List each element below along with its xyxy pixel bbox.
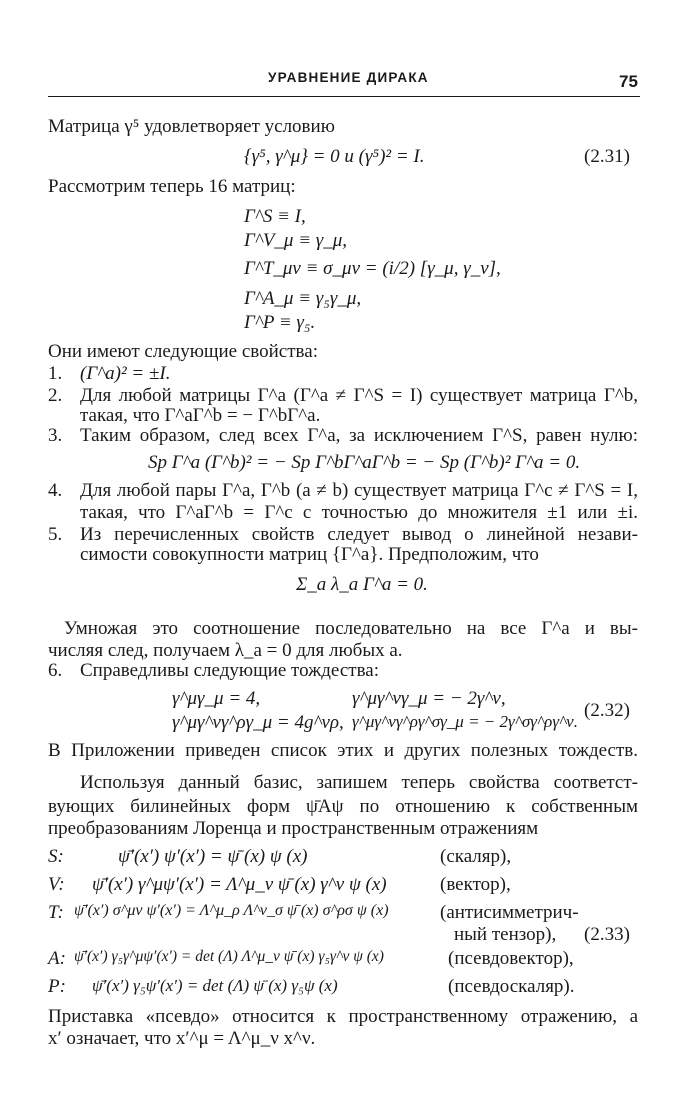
text-line: Приставка «псевдо» относится к пространственному отражению, а <box>48 1006 638 1027</box>
matrix-definition: Γ^P ≡ γ₅. <box>244 312 316 333</box>
identity: γ^μγ^νγ_μ = − 2γ^ν, <box>352 688 506 709</box>
running-header: УРАВНЕНИЕ ДИРАКА <box>268 70 429 85</box>
page-number: 75 <box>619 72 638 91</box>
form-label: S: <box>48 846 64 867</box>
form-name: (скаляр), <box>440 846 512 867</box>
property-3-line: Таким образом, след всех Γ^a, за исключением Γ^S, равен нулю: <box>80 425 638 446</box>
matrix-definition: Γ^S ≡ I, <box>244 206 306 227</box>
bilinear-form: ψ̄′(x′) γ₅γ^μψ′(x′) = det (Λ) Λ^μ_ν ψ̄ (x) γ₅γ^ν ψ (x) <box>74 948 384 965</box>
matrix-definition: Γ^A_μ ≡ γ₅γ_μ, <box>244 288 362 309</box>
text-line: Рассмотрим теперь 16 матриц: <box>48 176 296 197</box>
bilinear-form: ψ̄′(x′) σ^μν ψ′(x′) = Λ^μ_ρ Λ^ν_σ ψ̄ (x) σ^ρσ ψ (x) <box>74 902 389 919</box>
bilinear-form: ψ̄′(x′) γ^μψ′(x′) = Λ^μ_ν ψ̄ (x) γ^ν ψ (x) <box>92 874 387 895</box>
text-line: В Приложении приведен список этих и других полезных тождеств. <box>48 740 638 761</box>
header-rule <box>48 96 640 97</box>
text-line: x′ означает, что x′^μ = Λ^μ_ν x^ν. <box>48 1028 316 1049</box>
identity: γ^μγ_μ = 4, <box>172 688 261 709</box>
text-line: вующих билинейных форм ψ̄Aψ по отношению к собственным <box>48 796 638 817</box>
text-line: Они имеют следующие свойства: <box>48 341 318 362</box>
equation-number: (2.33) <box>584 924 630 945</box>
text-line: числяя след, получаем λ_a = 0 для любых a. <box>48 640 403 661</box>
form-label: V: <box>48 874 65 895</box>
property-5-line: симости совокупности матриц {Γ^a}. Предположим, что <box>80 544 539 565</box>
form-name: (псевдовектор), <box>448 948 574 969</box>
text-line: преобразованиям Лоренца и пространственным отражениям <box>48 818 539 839</box>
item-number: 1. <box>48 363 63 384</box>
property-5-line: Из перечисленных свойств следует вывод о линейной незави- <box>80 524 638 545</box>
property-2-line: Для любой матрицы Γ^a (Γ^a ≠ Γ^S = I) существует матрица Γ^b, <box>80 385 638 406</box>
bilinear-form: ψ̄′(x′) ψ′(x′) = ψ̄ (x) ψ (x) <box>118 846 308 867</box>
text-line: Умножая это соотношение последовательно на все Γ^a и вы- <box>64 618 638 639</box>
text-line: Используя данный базис, запишем теперь свойства соответст- <box>80 772 638 793</box>
property-2-line: такая, что Γ^aΓ^b = − Γ^bΓ^a. <box>80 405 321 426</box>
form-label: A: <box>48 948 66 969</box>
identity: γ^μγ^νγ^ργ_μ = 4g^νρ, <box>172 712 344 733</box>
property-4-line: такая, что Γ^aΓ^b = Γ^c с точностью до множителя ±1 или ±i. <box>80 502 638 523</box>
item-number: 3. <box>48 425 63 446</box>
item-number: 6. <box>48 660 63 681</box>
equation-number: (2.32) <box>584 700 630 721</box>
form-label: T: <box>48 902 64 923</box>
trace-equation: Sp Γ^a (Γ^b)² = − Sp Γ^bΓ^aΓ^b = − Sp (Γ^b)² Γ^a = 0. <box>148 452 581 473</box>
matrix-definition: Γ^V_μ ≡ γ_μ, <box>244 230 348 251</box>
bilinear-form: ψ̄′(x′) γ₅ψ′(x′) = det (Λ) ψ̄ (x) γ₅ψ (x) <box>92 976 338 995</box>
equation-number: (2.31) <box>584 146 630 167</box>
property-1: (Γ^a)² = ±I. <box>80 363 171 384</box>
form-name: (вектор), <box>440 874 511 895</box>
form-name: (псевдоскаляр). <box>448 976 575 997</box>
matrix-definition: Γ^T_μν ≡ σ_μν = (i/2) [γ_μ, γ_ν], <box>244 258 501 279</box>
text-line: Матрица γ⁵ удовлетворяет условию <box>48 116 335 137</box>
form-label: P: <box>48 976 66 997</box>
form-name: ный тензор), <box>454 924 557 945</box>
property-6-line: Справедливы следующие тождества: <box>80 660 380 681</box>
item-number: 5. <box>48 524 63 545</box>
item-number: 2. <box>48 385 63 406</box>
form-name: (антисимметрич- <box>440 902 579 923</box>
sum-equation: Σ_a λ_a Γ^a = 0. <box>296 574 428 595</box>
property-4-line: Для любой пары Γ^a, Γ^b (a ≠ b) существует матрица Γ^c ≠ Γ^S = I, <box>80 480 638 501</box>
item-number: 4. <box>48 480 63 501</box>
identity: γ^μγ^νγ^ργ^σγ_μ = − 2γ^σγ^ργ^ν. <box>352 712 578 731</box>
equation-2-31: {γ⁵, γ^μ} = 0 и (γ⁵)² = I. <box>244 146 425 167</box>
